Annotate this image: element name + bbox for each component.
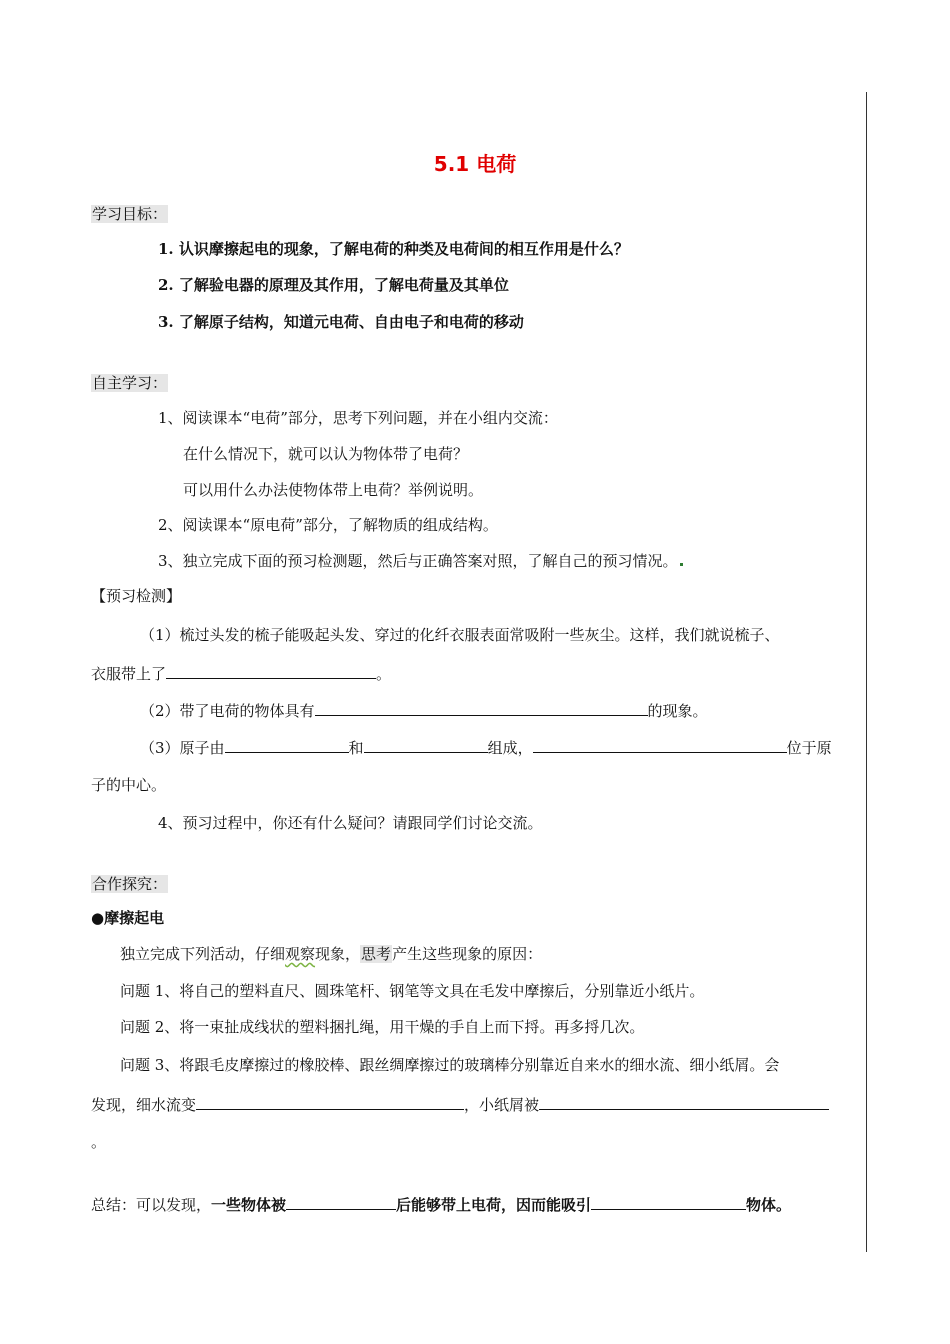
preview-q2: （2）带了电荷的物体具有 的现象。 [140, 699, 708, 722]
objectives-heading: 学习目标： [92, 205, 168, 223]
self-study-item-2: 2、阅读课本“原电荷”部分，了解物质的组成结构。 [158, 516, 498, 534]
answer-blank[interactable] [364, 736, 488, 753]
answer-blank[interactable] [166, 662, 376, 679]
preview-q3-line1: （3）原子由 和 组成， 位于原 [140, 736, 832, 759]
answer-blank[interactable] [315, 699, 648, 716]
answer-blank[interactable] [196, 1093, 464, 1110]
self-study-question-1: 在什么情况下，就可以认为物体带了电荷？ [183, 445, 469, 463]
preview-q3-line2: 子的中心。 [91, 776, 167, 794]
preview-q1-line1: （1）梳过头发的梳子能吸起头发、穿过的化纤衣服表面常吸附一些灰尘。这样，我们就说梳子、 [140, 626, 780, 644]
answer-blank[interactable] [286, 1193, 396, 1210]
summary: 总结：可以发现，一些物体被 后能够带上电荷，因而能吸引 物体。 [91, 1193, 791, 1216]
cooperate-question-3-line2: 发现，细水流变 ，小纸屑被 [91, 1093, 829, 1116]
answer-blank[interactable] [539, 1093, 829, 1110]
self-study-item-3: 3、独立完成下面的预习检测题，然后与正确答案对照，了解自己的预习情况。 [158, 550, 683, 572]
preview-q1-line2: 衣服带上了 。 [91, 662, 391, 685]
objective-2: 2. 了解验电器的原理及其作用，了解电荷量及其单位 [158, 276, 509, 294]
cooperate-question-3-end: 。 [91, 1133, 107, 1151]
answer-blank[interactable] [225, 736, 349, 753]
section-friction-electrification: ●摩擦起电 [91, 909, 165, 927]
cooperate-question-2: 问题 2、将一束扯成线状的塑料捆扎绳，用干燥的手自上而下捋。再多捋几次。 [120, 1018, 645, 1036]
answer-blank[interactable] [591, 1193, 746, 1210]
self-study-item-1: 1、阅读课本“电荷”部分，思考下列问题，并在小组内交流： [158, 409, 558, 427]
decorative-dot-icon [680, 563, 683, 566]
self-study-question-2: 可以用什么办法使物体带上电荷？举例说明。 [183, 481, 484, 499]
cooperate-question-1: 问题 1、将自己的塑料直尺、圆珠笔杆、钢笔等文具在毛发中摩擦后，分别靠近小纸片。 [120, 982, 705, 1000]
objective-3: 3. 了解原子结构，知道元电荷、自由电子和电荷的移动 [158, 313, 524, 331]
preview-heading: 【预习检测】 [91, 587, 182, 605]
answer-blank[interactable] [533, 736, 787, 753]
margin-rule [866, 92, 867, 1252]
page-title: 5.1 电荷 [433, 152, 517, 176]
objective-1: 1. 认识摩擦起电的现象，了解电荷的种类及电荷间的相互作用是什么？ [158, 240, 629, 258]
cooperate-heading: 合作探究： [92, 875, 168, 893]
cooperate-intro: 独立完成下列活动，仔细观察现象，思考产生这些现象的原因： [120, 945, 543, 963]
self-study-heading: 自主学习： [92, 374, 168, 392]
cooperate-question-3-line1: 问题 3、将跟毛皮摩擦过的橡胶棒、跟丝绸摩擦过的玻璃棒分别靠近自来水的细水流、细小纸屑。会 [120, 1056, 780, 1074]
preview-item-4: 4、预习过程中，你还有什么疑问？请跟同学们讨论交流。 [158, 814, 543, 832]
